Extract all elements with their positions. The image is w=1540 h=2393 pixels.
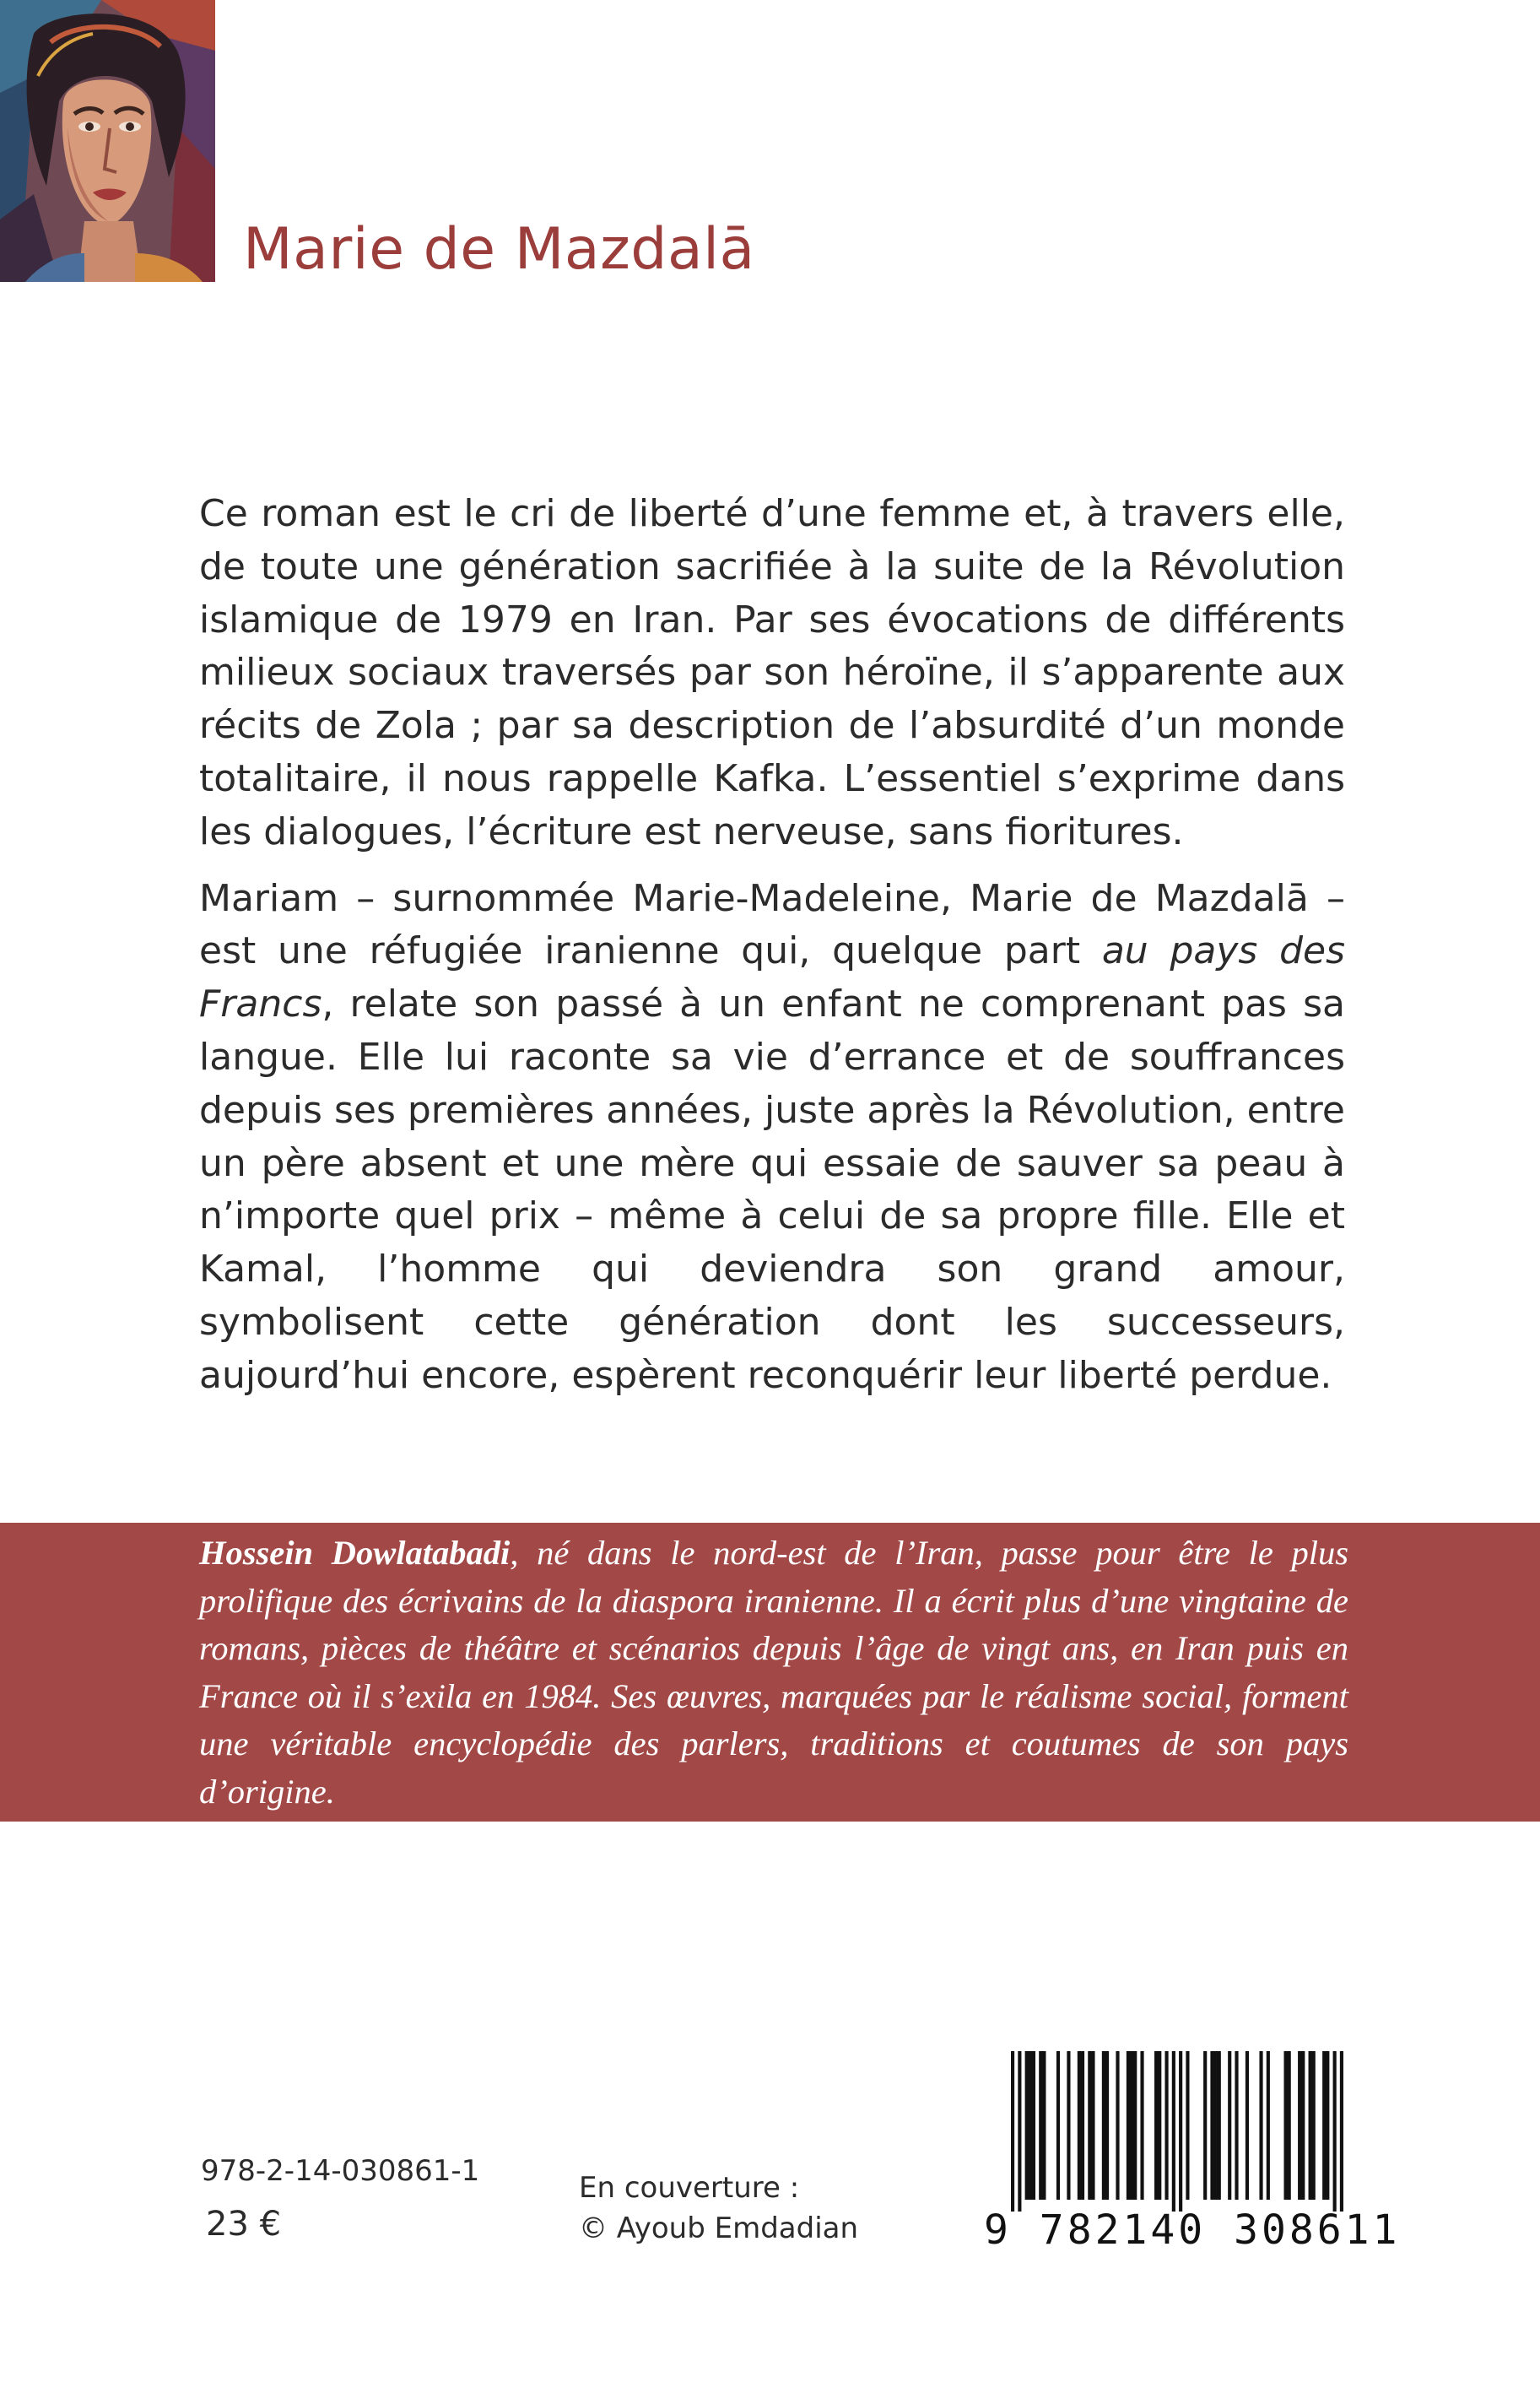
barcode-bar [1309, 2051, 1316, 2200]
barcode-bar [1164, 2051, 1168, 2200]
cover-credit-label: En couverture : [579, 2171, 800, 2205]
author-name: Hossein Dowlatabadi [199, 1534, 511, 1572]
barcode-bar [1172, 2051, 1175, 2212]
summary-italic-phrase: au pays des Francs [199, 929, 1345, 1026]
barcode-bar [1340, 2051, 1343, 2212]
barcode-bar [1102, 2051, 1109, 2200]
author-bio-text: , né dans le nord-est de l’Iran, passe pour être le plus prolifique des écrivains de la diaspora iranienne. Il a écrit plus d’une vingtaine de romans, pièces de théâtre et scénarios depuis l’âge de vingt ans, en Iran puis en France où il s’exila en 1984. Ses œuvres, marquées par le réalisme social, forment une véritable encyclopédie des parlers, traditions et coutumes de son pays d’origine. [199, 1534, 1349, 1811]
author-biography [199, 1529, 1348, 1816]
price: 23 € [206, 2205, 282, 2244]
book-title: Marie de Mazdalā [243, 216, 755, 283]
barcode-bar [1056, 2051, 1060, 2200]
barcode-bar [1228, 2051, 1231, 2200]
barcode-bar [1088, 2051, 1094, 2200]
summary-paragraph-1: Ce roman est le cri de liberté d’une femme et, à travers elle, de toute une génération sacrifiée à la suite de la Révolution islamique de 1979 en Iran. Par ses évocations de différents milieux sociaux traversés par son héroïne, il s’apparente aux récits de Zola ; par sa description de l’absurdité d’un monde totalitaire, il nous rappelle Kafka. L’essentiel s’exprime dans les dialogues, l’écriture est nerveuse, sans fioritures. [199, 492, 1345, 853]
barcode-bar [1067, 2051, 1070, 2200]
barcode-bar [1116, 2051, 1119, 2200]
barcode-bar [1179, 2051, 1182, 2212]
barcode-bar [1154, 2051, 1161, 2200]
barcode-bar [1011, 2051, 1014, 2212]
cover-credit-artist: © Ayoub Emdadian [579, 2212, 859, 2245]
book-summary [199, 488, 1345, 1403]
barcode-bar [1246, 2051, 1249, 2200]
barcode-bar [1018, 2051, 1021, 2212]
summary-paragraph-2-start: Mariam – surnommée Marie-Madeleine, Marie de Mazdalā – est une réfugiée iranienne qui, quelque part [199, 876, 1345, 973]
barcode-bar [1333, 2051, 1337, 2212]
barcode-bar [1298, 2051, 1305, 2200]
isbn: 978-2-14-030861-1 [201, 2154, 480, 2188]
barcode-bar [1259, 2051, 1262, 2200]
summary-paragraph-2-end: , relate son passé à un enfant ne comprenant pas sa langue. Elle lui raconte sa vie d’errance et de souffrances depuis ses premières années, juste après la Révolution, entre un père absent et une mère qui essaie de sauver sa peau à n’importe quel prix – même à celui de sa propre fille. Elle et Kamal, l’homme qui deviendra son grand amour, symbolisent cette génération dont les successeurs, aujourd’hui encore, espèrent reconquérir leur liberté perdue. [199, 983, 1345, 1397]
barcode-bar [1025, 2051, 1035, 2200]
cover-portrait-image [0, 0, 215, 282]
barcode-bar [1235, 2051, 1238, 2200]
barcode-bar [1039, 2051, 1046, 2200]
barcode-bar [1283, 2051, 1290, 2200]
barcode-bar [1210, 2051, 1220, 2200]
barcode-digits: 9 782140 308611 [984, 2206, 1401, 2254]
barcode-bar [1203, 2051, 1207, 2200]
barcode-bar [1322, 2051, 1329, 2200]
barcode-bar [1267, 2051, 1270, 2200]
barcode-bar [1127, 2051, 1137, 2200]
summary-paragraph-2 [199, 873, 1345, 1403]
barcode-bar [1140, 2051, 1143, 2200]
barcode-bar [1078, 2051, 1084, 2200]
barcode-bar [1186, 2051, 1189, 2200]
